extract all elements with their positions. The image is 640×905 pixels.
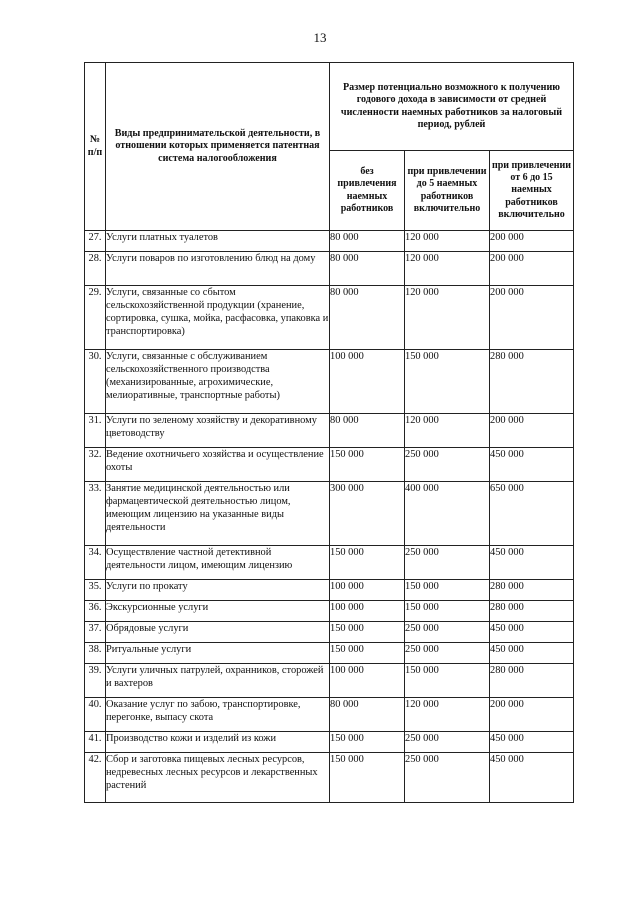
- header-activity-types-column: Виды предпринимательской деятельности, в отношении которых применяется патентная система налогообложения: [106, 63, 330, 231]
- row-number: 39.: [85, 664, 106, 698]
- income-no-employees: 100 000: [330, 601, 405, 622]
- income-no-employees: 80 000: [330, 286, 405, 350]
- table-row: [85, 622, 574, 643]
- row-number: 29.: [85, 286, 106, 350]
- income-6-to-15-employees: 200 000: [490, 698, 574, 732]
- row-number: 35.: [85, 580, 106, 601]
- header-up-to-5-employees: при привлечении до 5 наемных работников включительно: [405, 151, 490, 231]
- activity-description: Оказание услуг по забою, транспортировке, перегонке, выпасу скота: [106, 698, 330, 732]
- table-row: [85, 664, 574, 698]
- income-no-employees: 100 000: [330, 350, 405, 414]
- table-row: [85, 698, 574, 732]
- income-no-employees: 150 000: [330, 753, 405, 803]
- income-up-to-5-employees: 150 000: [405, 664, 490, 698]
- row-number: 27.: [85, 231, 106, 252]
- income-6-to-15-employees: 650 000: [490, 482, 574, 546]
- row-number: 41.: [85, 732, 106, 753]
- table-row: [85, 350, 574, 414]
- table-row: [85, 482, 574, 546]
- row-number: 32.: [85, 448, 106, 482]
- income-6-to-15-employees: 280 000: [490, 664, 574, 698]
- income-up-to-5-employees: 120 000: [405, 414, 490, 448]
- income-up-to-5-employees: 250 000: [405, 448, 490, 482]
- income-6-to-15-employees: 200 000: [490, 286, 574, 350]
- income-up-to-5-employees: 120 000: [405, 231, 490, 252]
- header-6-to-15-employees: при привлечении от 6 до 15 наемных работников включительно: [490, 151, 574, 231]
- page-number: 13: [313, 30, 327, 45]
- income-up-to-5-employees: 120 000: [405, 698, 490, 732]
- income-6-to-15-employees: 200 000: [490, 231, 574, 252]
- header-no-employees: без привлечения наемных работников: [330, 151, 405, 231]
- row-number: 40.: [85, 698, 106, 732]
- income-no-employees: 150 000: [330, 643, 405, 664]
- income-up-to-5-employees: 120 000: [405, 252, 490, 286]
- header-income-size-column: Размер потенциально возможного к получению годового дохода в зависимости от средней численности наемных работников за налоговый период, рублей: [330, 63, 574, 151]
- table-row: [85, 580, 574, 601]
- activity-description: Услуги, связанные со сбытом сельскохозяйственной продукции (хранение, сортировка, сушка, мойка, расфасовка, упаковка и транспортировка): [106, 286, 330, 350]
- income-6-to-15-employees: 450 000: [490, 448, 574, 482]
- income-6-to-15-employees: 450 000: [490, 643, 574, 664]
- row-number: 33.: [85, 482, 106, 546]
- row-number: 30.: [85, 350, 106, 414]
- income-up-to-5-employees: 250 000: [405, 622, 490, 643]
- activity-description: Экскурсионные услуги: [106, 601, 330, 622]
- income-up-to-5-employees: 250 000: [405, 732, 490, 753]
- income-no-employees: 150 000: [330, 622, 405, 643]
- income-up-to-5-employees: 250 000: [405, 546, 490, 580]
- income-no-employees: 300 000: [330, 482, 405, 546]
- table-row: [85, 252, 574, 286]
- income-6-to-15-employees: 450 000: [490, 622, 574, 643]
- income-6-to-15-employees: 280 000: [490, 601, 574, 622]
- income-no-employees: 80 000: [330, 414, 405, 448]
- income-no-employees: 100 000: [330, 664, 405, 698]
- row-number: 37.: [85, 622, 106, 643]
- row-number: 38.: [85, 643, 106, 664]
- header-number-column: № п/п: [85, 63, 106, 231]
- activity-description: Услуги поваров по изготовлению блюд на дому: [106, 252, 330, 286]
- activity-description: Занятие медицинской деятельностью или фармацевтической деятельностью лицом, имеющим лицензию на указанные виды деятельности: [106, 482, 330, 546]
- table-row: [85, 753, 574, 803]
- table-row: [85, 601, 574, 622]
- activity-description: Услуги платных туалетов: [106, 231, 330, 252]
- income-no-employees: 150 000: [330, 546, 405, 580]
- table-row: [85, 414, 574, 448]
- income-up-to-5-employees: 150 000: [405, 350, 490, 414]
- income-up-to-5-employees: 250 000: [405, 643, 490, 664]
- row-number: 36.: [85, 601, 106, 622]
- income-6-to-15-employees: 200 000: [490, 252, 574, 286]
- activity-description: Услуги по зеленому хозяйству и декоративному цветоводству: [106, 414, 330, 448]
- income-6-to-15-employees: 280 000: [490, 350, 574, 414]
- activity-description: Сбор и заготовка пищевых лесных ресурсов, недревесных лесных ресурсов и лекарственных растений: [106, 753, 330, 803]
- row-number: 28.: [85, 252, 106, 286]
- table-row: [85, 286, 574, 350]
- table-row: [85, 732, 574, 753]
- income-no-employees: 150 000: [330, 732, 405, 753]
- income-no-employees: 80 000: [330, 231, 405, 252]
- income-up-to-5-employees: 150 000: [405, 601, 490, 622]
- income-up-to-5-employees: 250 000: [405, 753, 490, 803]
- income-6-to-15-employees: 280 000: [490, 580, 574, 601]
- activity-description: Ведение охотничьего хозяйства и осуществление охоты: [106, 448, 330, 482]
- income-6-to-15-employees: 200 000: [490, 414, 574, 448]
- table-row: [85, 231, 574, 252]
- activity-description: Производство кожи и изделий из кожи: [106, 732, 330, 753]
- activity-description: Услуги уличных патрулей, охранников, сторожей и вахтеров: [106, 664, 330, 698]
- row-number: 34.: [85, 546, 106, 580]
- table-row: [85, 546, 574, 580]
- income-no-employees: 80 000: [330, 252, 405, 286]
- row-number: 42.: [85, 753, 106, 803]
- activity-description: Услуги по прокату: [106, 580, 330, 601]
- activity-description: Услуги, связанные с обслуживанием сельскохозяйственного производства (механизированные, агрохимические, мелиоративные, транспортные работы): [106, 350, 330, 414]
- income-table: [84, 62, 574, 803]
- income-6-to-15-employees: 450 000: [490, 546, 574, 580]
- income-6-to-15-employees: 450 000: [490, 732, 574, 753]
- income-no-employees: 80 000: [330, 698, 405, 732]
- income-no-employees: 100 000: [330, 580, 405, 601]
- income-no-employees: 150 000: [330, 448, 405, 482]
- table-row: [85, 643, 574, 664]
- income-6-to-15-employees: 450 000: [490, 753, 574, 803]
- activity-description: Обрядовые услуги: [106, 622, 330, 643]
- table-row: [85, 448, 574, 482]
- income-up-to-5-employees: 150 000: [405, 580, 490, 601]
- activity-description: Осуществление частной детективной деятельности лицом, имеющим лицензию: [106, 546, 330, 580]
- income-up-to-5-employees: 400 000: [405, 482, 490, 546]
- income-up-to-5-employees: 120 000: [405, 286, 490, 350]
- row-number: 31.: [85, 414, 106, 448]
- activity-description: Ритуальные услуги: [106, 643, 330, 664]
